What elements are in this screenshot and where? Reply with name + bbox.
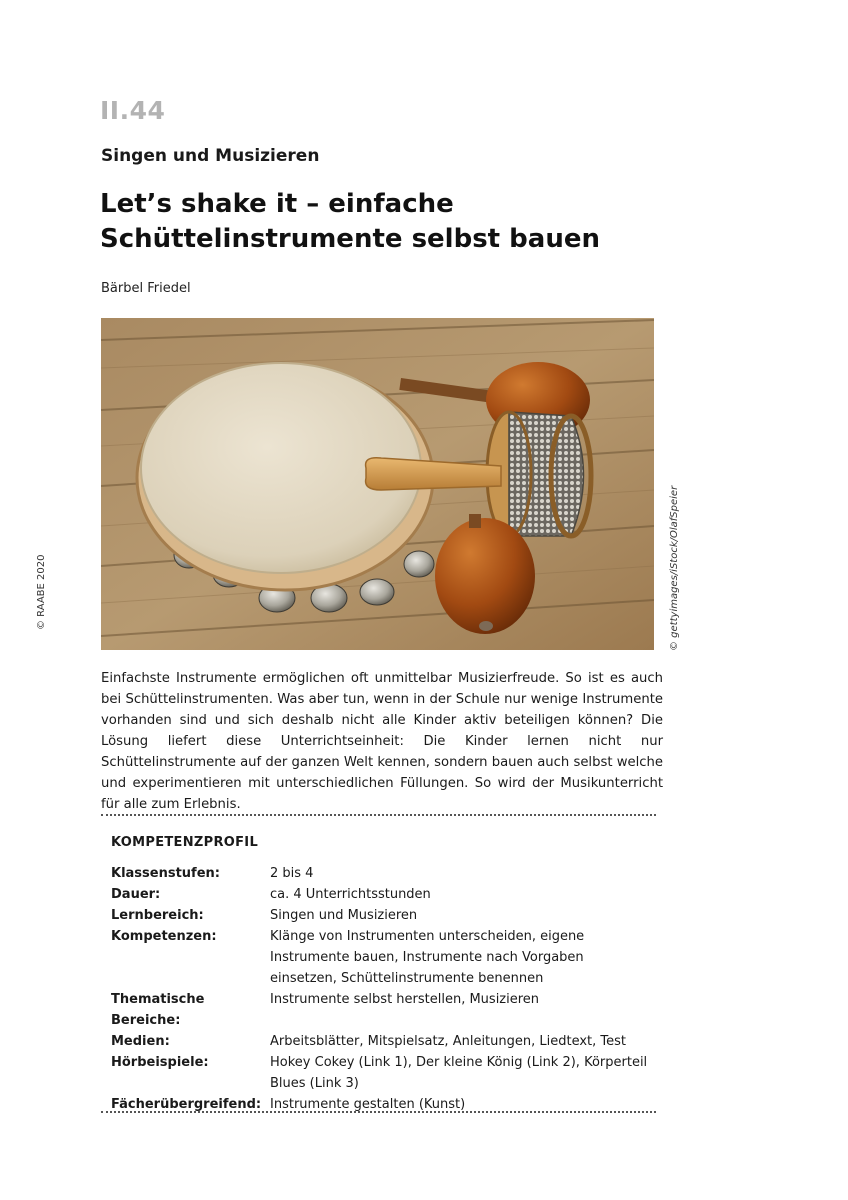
competence-profile-table	[111, 863, 651, 1115]
instruments-photo	[101, 318, 654, 650]
profile-label: Fächerübergreifend:	[111, 1097, 262, 1112]
profile-value: Klänge von Instrumenten unterscheiden, eigene Instrumente bauen, Instrumente nach Vorgaben einsetzen, Schüttelinstrumente benennen	[270, 929, 585, 986]
profile-value: 2 bis 4	[270, 866, 314, 881]
profile-row	[111, 926, 651, 989]
subject-heading: Singen und Musizieren	[101, 146, 320, 166]
profile-label: Lernbereich:	[111, 908, 204, 923]
image-credit: © gettyimages/iStock/OlafSpeier	[669, 485, 680, 651]
profile-row	[111, 1052, 651, 1094]
page-title	[100, 187, 720, 257]
profile-row	[111, 905, 651, 926]
profile-row	[111, 989, 651, 1031]
title-line-1: Let’s shake it – einfache	[100, 189, 454, 219]
profile-row	[111, 1031, 651, 1052]
profile-row	[111, 863, 651, 884]
profile-label: Thematische Bereiche:	[111, 992, 205, 1028]
profile-value: Arbeitsblätter, Mitspielsatz, Anleitungen, Liedtext, Test	[270, 1034, 627, 1049]
profile-value: Instrumente gestalten (Kunst)	[270, 1097, 466, 1112]
profile-heading: KOMPETENZPROFIL	[111, 835, 259, 850]
divider-bottom	[101, 1111, 656, 1113]
unit-code: II.44	[100, 96, 166, 125]
profile-value: Hokey Cokey (Link 1), Der kleine König (Link 2), Körperteil Blues (Link 3)	[270, 1055, 648, 1091]
profile-label: Medien:	[111, 1034, 170, 1049]
profile-label: Dauer:	[111, 887, 161, 902]
profile-label: Kompetenzen:	[111, 929, 217, 944]
copyright-notice: © RAABE 2020	[36, 554, 47, 630]
divider-top	[101, 814, 656, 816]
intro-paragraph: Einfachste Instrumente ermöglichen oft unmittelbar Musizierfreude. So ist es auch bei Schüttelinstrumenten. Was aber tun, wenn in der Schule nur wenige Instrumente vorhanden sind und sich deshalb nicht alle Kinder aktiv beteiligen können? Die Lösung liefert diese Unterrichtseinheit: Die Kinder lernen nicht nur Schüttelinstrumente auf der ganzen Welt kennen, sondern bauen auch selbst welche und experimentieren mit unterschiedlichen Füllungen. So wird der Musikunterricht für alle zum Erlebnis.	[101, 671, 663, 812]
profile-row	[111, 884, 651, 905]
profile-label: Klassenstufen:	[111, 866, 220, 881]
author-name: Bärbel Friedel	[101, 281, 191, 296]
profile-value: Singen und Musizieren	[270, 908, 418, 923]
profile-value: Instrumente selbst herstellen, Musizieren	[270, 992, 540, 1007]
title-line-2: Schüttelinstrumente selbst bauen	[100, 224, 600, 254]
profile-value: ca. 4 Unterrichtsstunden	[270, 887, 431, 902]
profile-label: Hörbeispiele:	[111, 1055, 209, 1070]
